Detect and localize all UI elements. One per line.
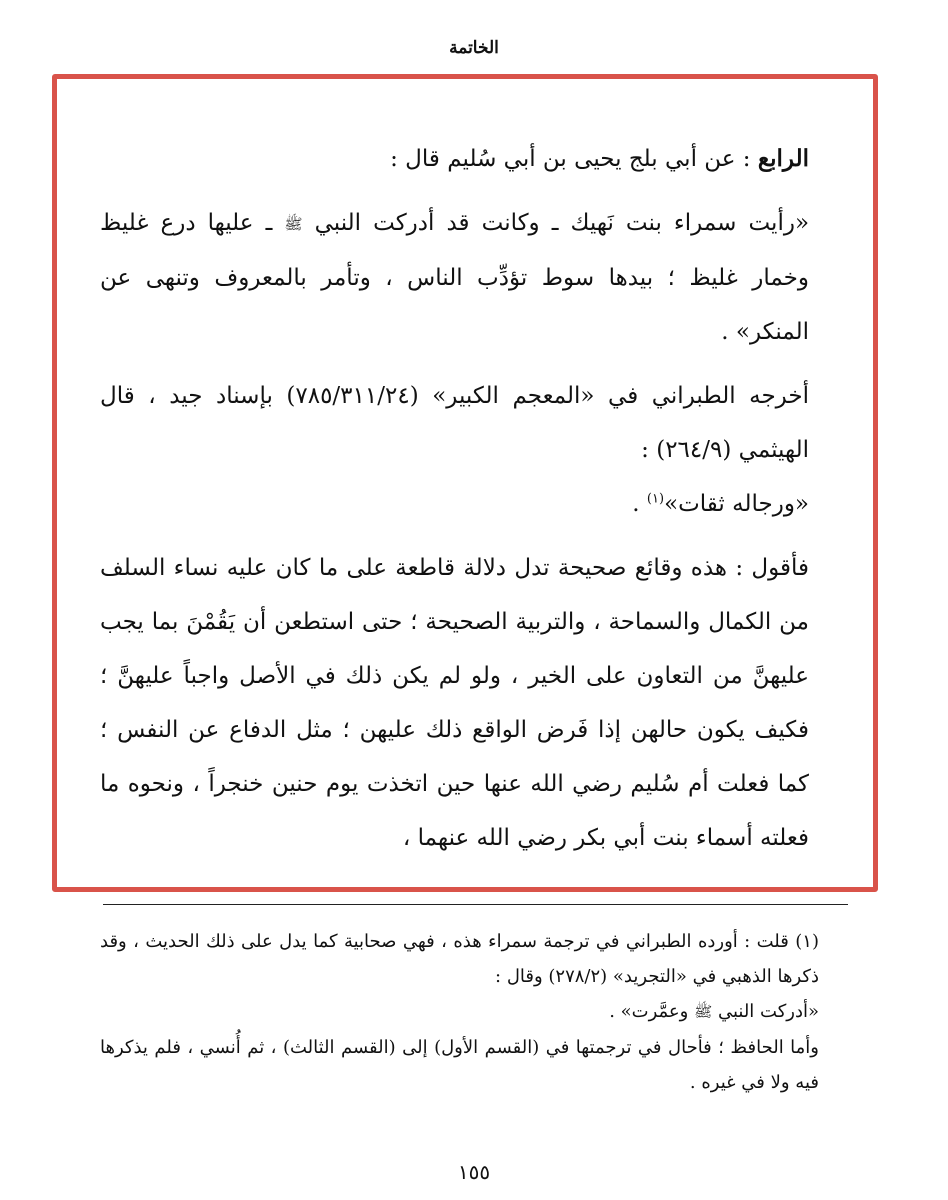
main-text bbox=[100, 132, 845, 865]
footnote-ref: (١) bbox=[646, 491, 665, 507]
quote-part2: ـ عليها درع غليظ وخمار غليظ ؛ بيدها سوط تؤدِّب الناس ، وتأمر بالمعروف وتنهى عن المنكر» . bbox=[100, 210, 809, 345]
running-head: الخاتمة bbox=[449, 38, 499, 58]
footnote-salawat-icon: ﷺ bbox=[694, 1002, 713, 1021]
footnote-divider bbox=[103, 904, 848, 905]
haythami-quote: «ورجاله ثقات» bbox=[664, 491, 809, 517]
quote-part1: «رأيت سمراء بنت نَهيك ـ وكانت قد أدركت النبي bbox=[314, 210, 810, 236]
takhrij-paragraph: أخرجه الطبراني في «المعجم الكبير» (٧٨٥/٣١١/٢٤) بإسناد جيد ، قال الهيثمي (٢٦٤/٩) : bbox=[100, 383, 809, 463]
intro-text: : عن أبي بلج يحيى بن أبي سُليم قال : bbox=[390, 146, 751, 172]
footnote-quote-part2: وعمَّرت» . bbox=[609, 1001, 689, 1022]
footnote-quote-part1: «أدركت النبي bbox=[717, 1001, 819, 1022]
haythami-quote-paragraph bbox=[100, 477, 845, 531]
salawat-icon: ﷺ bbox=[284, 215, 303, 233]
haythami-end: . bbox=[632, 491, 647, 517]
intro-label: الرابع bbox=[757, 145, 809, 172]
quote-paragraph bbox=[100, 196, 845, 359]
intro-paragraph bbox=[100, 132, 845, 186]
commentary-paragraph: فأقول : هذه وقائع صحيحة تدل دلالة قاطعة على ما كان عليه نساء السلف من الكمال والسماحة ، والتربية الصحيحة ؛ حتى استطعن أن يَقُمْنَ بما يجب عليهنَّ من التعاون على الخير ، ولو لم يكن ذلك في الأصل واجباً عليهنَّ ؛ فكيف يكون حالهن إذا فَرض الواقع ذلك عليهن ؛ مثل الدفاع عن النفس ؛ كما فعلت أم سُليم رضي الله عنها حين اتخذت يوم حنين خنجراً ، ونحوه ما فعلته أسماء بنت أبي بكر رضي الله عنهما ، bbox=[100, 555, 809, 851]
footnote-1: (١) قلت : أورده الطبراني في ترجمة سمراء هذه ، فهي صحابية كما يدل على ذلك الحديث ، وقد ذكرها الذهبي في «التجريد» (٢٧٨/٢) وقال : bbox=[100, 931, 819, 987]
footnote-1-quote bbox=[100, 994, 845, 1030]
page-number: ١٥٥ bbox=[457, 1160, 491, 1184]
footnote-1-continuation: وأما الحافظ ؛ فأحال في ترجمتها في (القسم الأول) إلى (القسم الثالث) ، ثم أُنسي ، فلم يذكرها فيه ولا في غيره . bbox=[100, 1036, 819, 1093]
footnotes bbox=[100, 924, 845, 1100]
